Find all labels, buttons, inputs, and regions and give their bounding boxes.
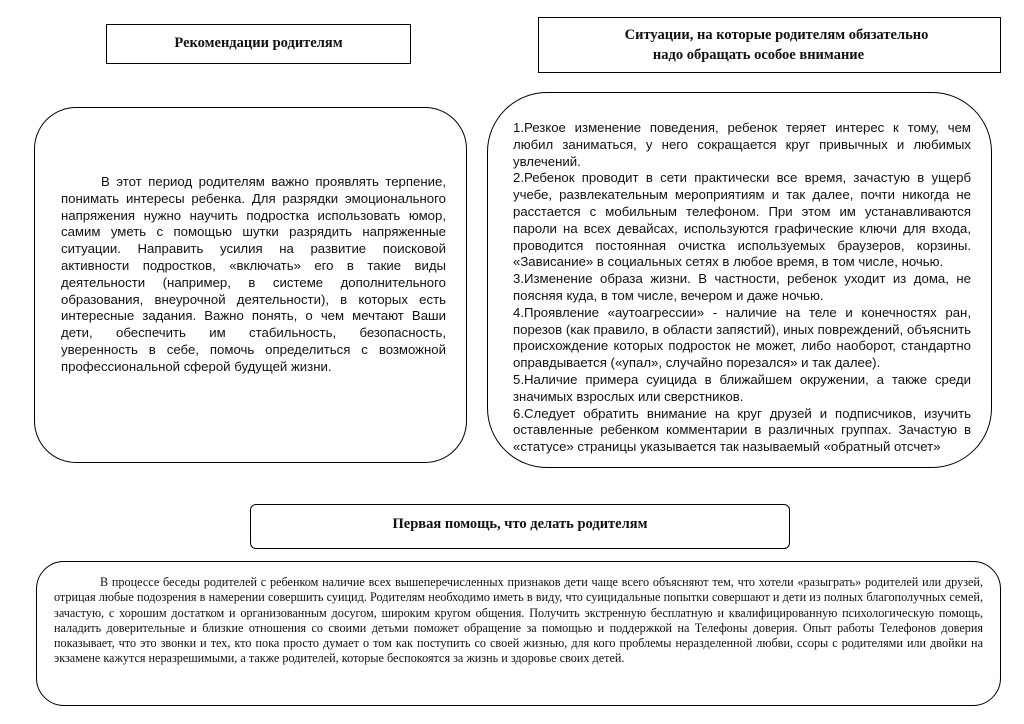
situation-item: 6.Следует обратить внимание на круг друзей и подписчиков, изучить оставленные ребенком комментарии в различных группах. Зачастую в «статусе» страницы указывается так называемый «обратный отсчет» xyxy=(513,405,971,455)
first-aid-title: Первая помощь, что делать родителям xyxy=(392,516,648,532)
situation-item: 1.Резкое изменение поведения, ребенок теряет интерес к тому, чем любил заниматься, у него сокращается круг привычных и любимых увлечений. xyxy=(513,120,971,169)
situation-item: 4.Проявление «аутоагрессии» - наличие на теле и конечностях ран, порезов (как правило, в области запястий), иных повреждений, объяснить происхождение которых подросток не может, либо наоборот, стандартно оправдывается («упал», случайно порезался» и так далее). xyxy=(513,304,971,371)
first-aid-header-box xyxy=(250,504,790,549)
situations-title-line1: Ситуации, на которые родителям обязательно xyxy=(624,27,929,43)
situation-item: 3.Изменение образа жизни. В частности, ребенок уходит из дома, не поясняя куда, в том числе, вечером и даже ночью. xyxy=(513,271,971,303)
recommendations-paragraph: В этот период родителям важно проявлять терпение, понимать интересы ребенка. Для разрядки эмоционального напряжения нужно научить подростка использовать юмор, самим уметь с помощью шутки разрядить напряженные ситуации. Направить усилия на развитие поисковой активности подростков, «включать» его в такие виды деятельности (например, в системе дополнительного образования, внеурочной деятельности), в которых есть интересные задания. Важно понять, о чем мечтают Ваши дети, обеспечить им стабильность, безопасность, уверенность в себе, помочь определиться с возможной профессиональной сферой будущей жизни. xyxy=(61,174,446,374)
recommendations-title: Рекомендации родителям xyxy=(174,35,343,51)
first-aid-content xyxy=(54,575,983,667)
situations-header-box xyxy=(538,17,1001,73)
recommendations-header-box xyxy=(106,24,411,64)
situation-item: 5.Наличие примера суицида в ближайшем окружении, а также среди значимых взрослых или сверстников. xyxy=(513,371,971,404)
first-aid-box xyxy=(36,561,1001,706)
situations-list xyxy=(513,120,971,456)
situations-box xyxy=(487,92,992,468)
first-aid-paragraph: В процессе беседы родителей с ребенком наличие всех вышеперечисленных признаков дети чаще всего объясняют тем, что хотели «разыграть» родителей или друзей, отрицая любые подозрения в намерении совершить суицид. Родителям необходимо иметь в виду, что суицидальные попытки совершают и дети из полных благополучных семей, зачастую, с хорошим достатком и организованным досугом, широким кругом общения. Получить экстренную бесплатную и квалифицированную психологическую помощь, наладить доверительные и близкие отношения со своими детьми поможет обращение за помощью и поддержкой на Телефоны доверия. Опыт работы Телефонов доверия показывает, что это звонки и тех, кто пока просто думает о том как поступить со своей жизнью, для кого проблемы неразделенной любви, ссоры с родителями или двойки на экзамене кажутся неразрешимыми, а также родителей, которые беспокоятся за жизнь и здоровье своих детей. xyxy=(54,575,983,666)
recommendations-content xyxy=(61,174,446,376)
situation-item: 2.Ребенок проводит в сети практически все время, зачастую в ущерб учебе, развлекательным мероприятиям и так далее, почти никогда не расстается с мобильным телефоном. При этом им устанавливаются пароли на всех девайсах, используются графические ключи для входа, проводится постоянная очистка используемых браузеров, корзины. «Зависание» в социальных сетях в любое время, в том числе, ночью. xyxy=(513,170,971,270)
situations-title-line2: надо обращать особое внимание xyxy=(652,47,865,63)
recommendations-box xyxy=(34,107,467,463)
